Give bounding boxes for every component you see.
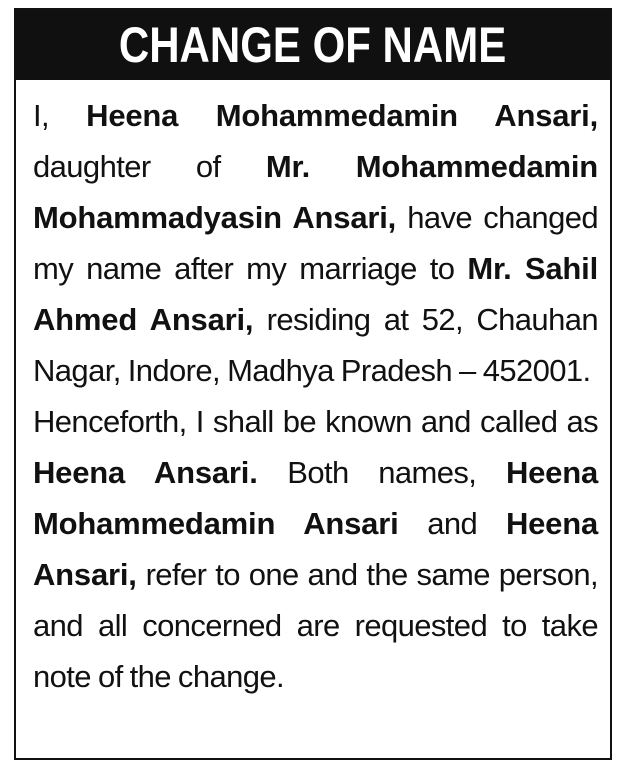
address-text: residing at 52, Chauhan Nagar, Indore, Madhya Pradesh – 452001.: [33, 302, 598, 388]
paragraph-declaration: [33, 90, 598, 396]
father-name: Mr. Mohammedamin Mohammadyasin Ansari,: [33, 149, 598, 235]
text-segment: and: [398, 506, 506, 541]
text-segment: have changed my name after my marriage to: [33, 200, 598, 286]
text-segment: I,: [33, 98, 87, 133]
notice-title: CHANGE OF NAME: [119, 17, 507, 73]
husband-name: Mr. Sahil Ahmed Ansari,: [33, 251, 598, 337]
paragraph-henceforth: [33, 396, 598, 702]
new-name: Heena Ansari.: [33, 455, 258, 490]
text-segment: Both names,: [257, 455, 506, 490]
text-segment: refer to one and the same person, and all concerned are requested to take note of the change.: [33, 557, 598, 694]
text-segment: daughter of: [33, 149, 266, 184]
new-name-reference: Heena Ansari,: [33, 506, 598, 592]
former-name-reference: Heena Mohammedamin Ansari: [33, 455, 598, 541]
text-segment: Henceforth, I shall be known and called as: [33, 404, 598, 439]
notice-header: [16, 10, 610, 80]
name-change-notice: [14, 8, 612, 760]
applicant-former-name: Heena Mohammedamin Ansari,: [86, 98, 598, 133]
notice-body: [16, 80, 610, 702]
